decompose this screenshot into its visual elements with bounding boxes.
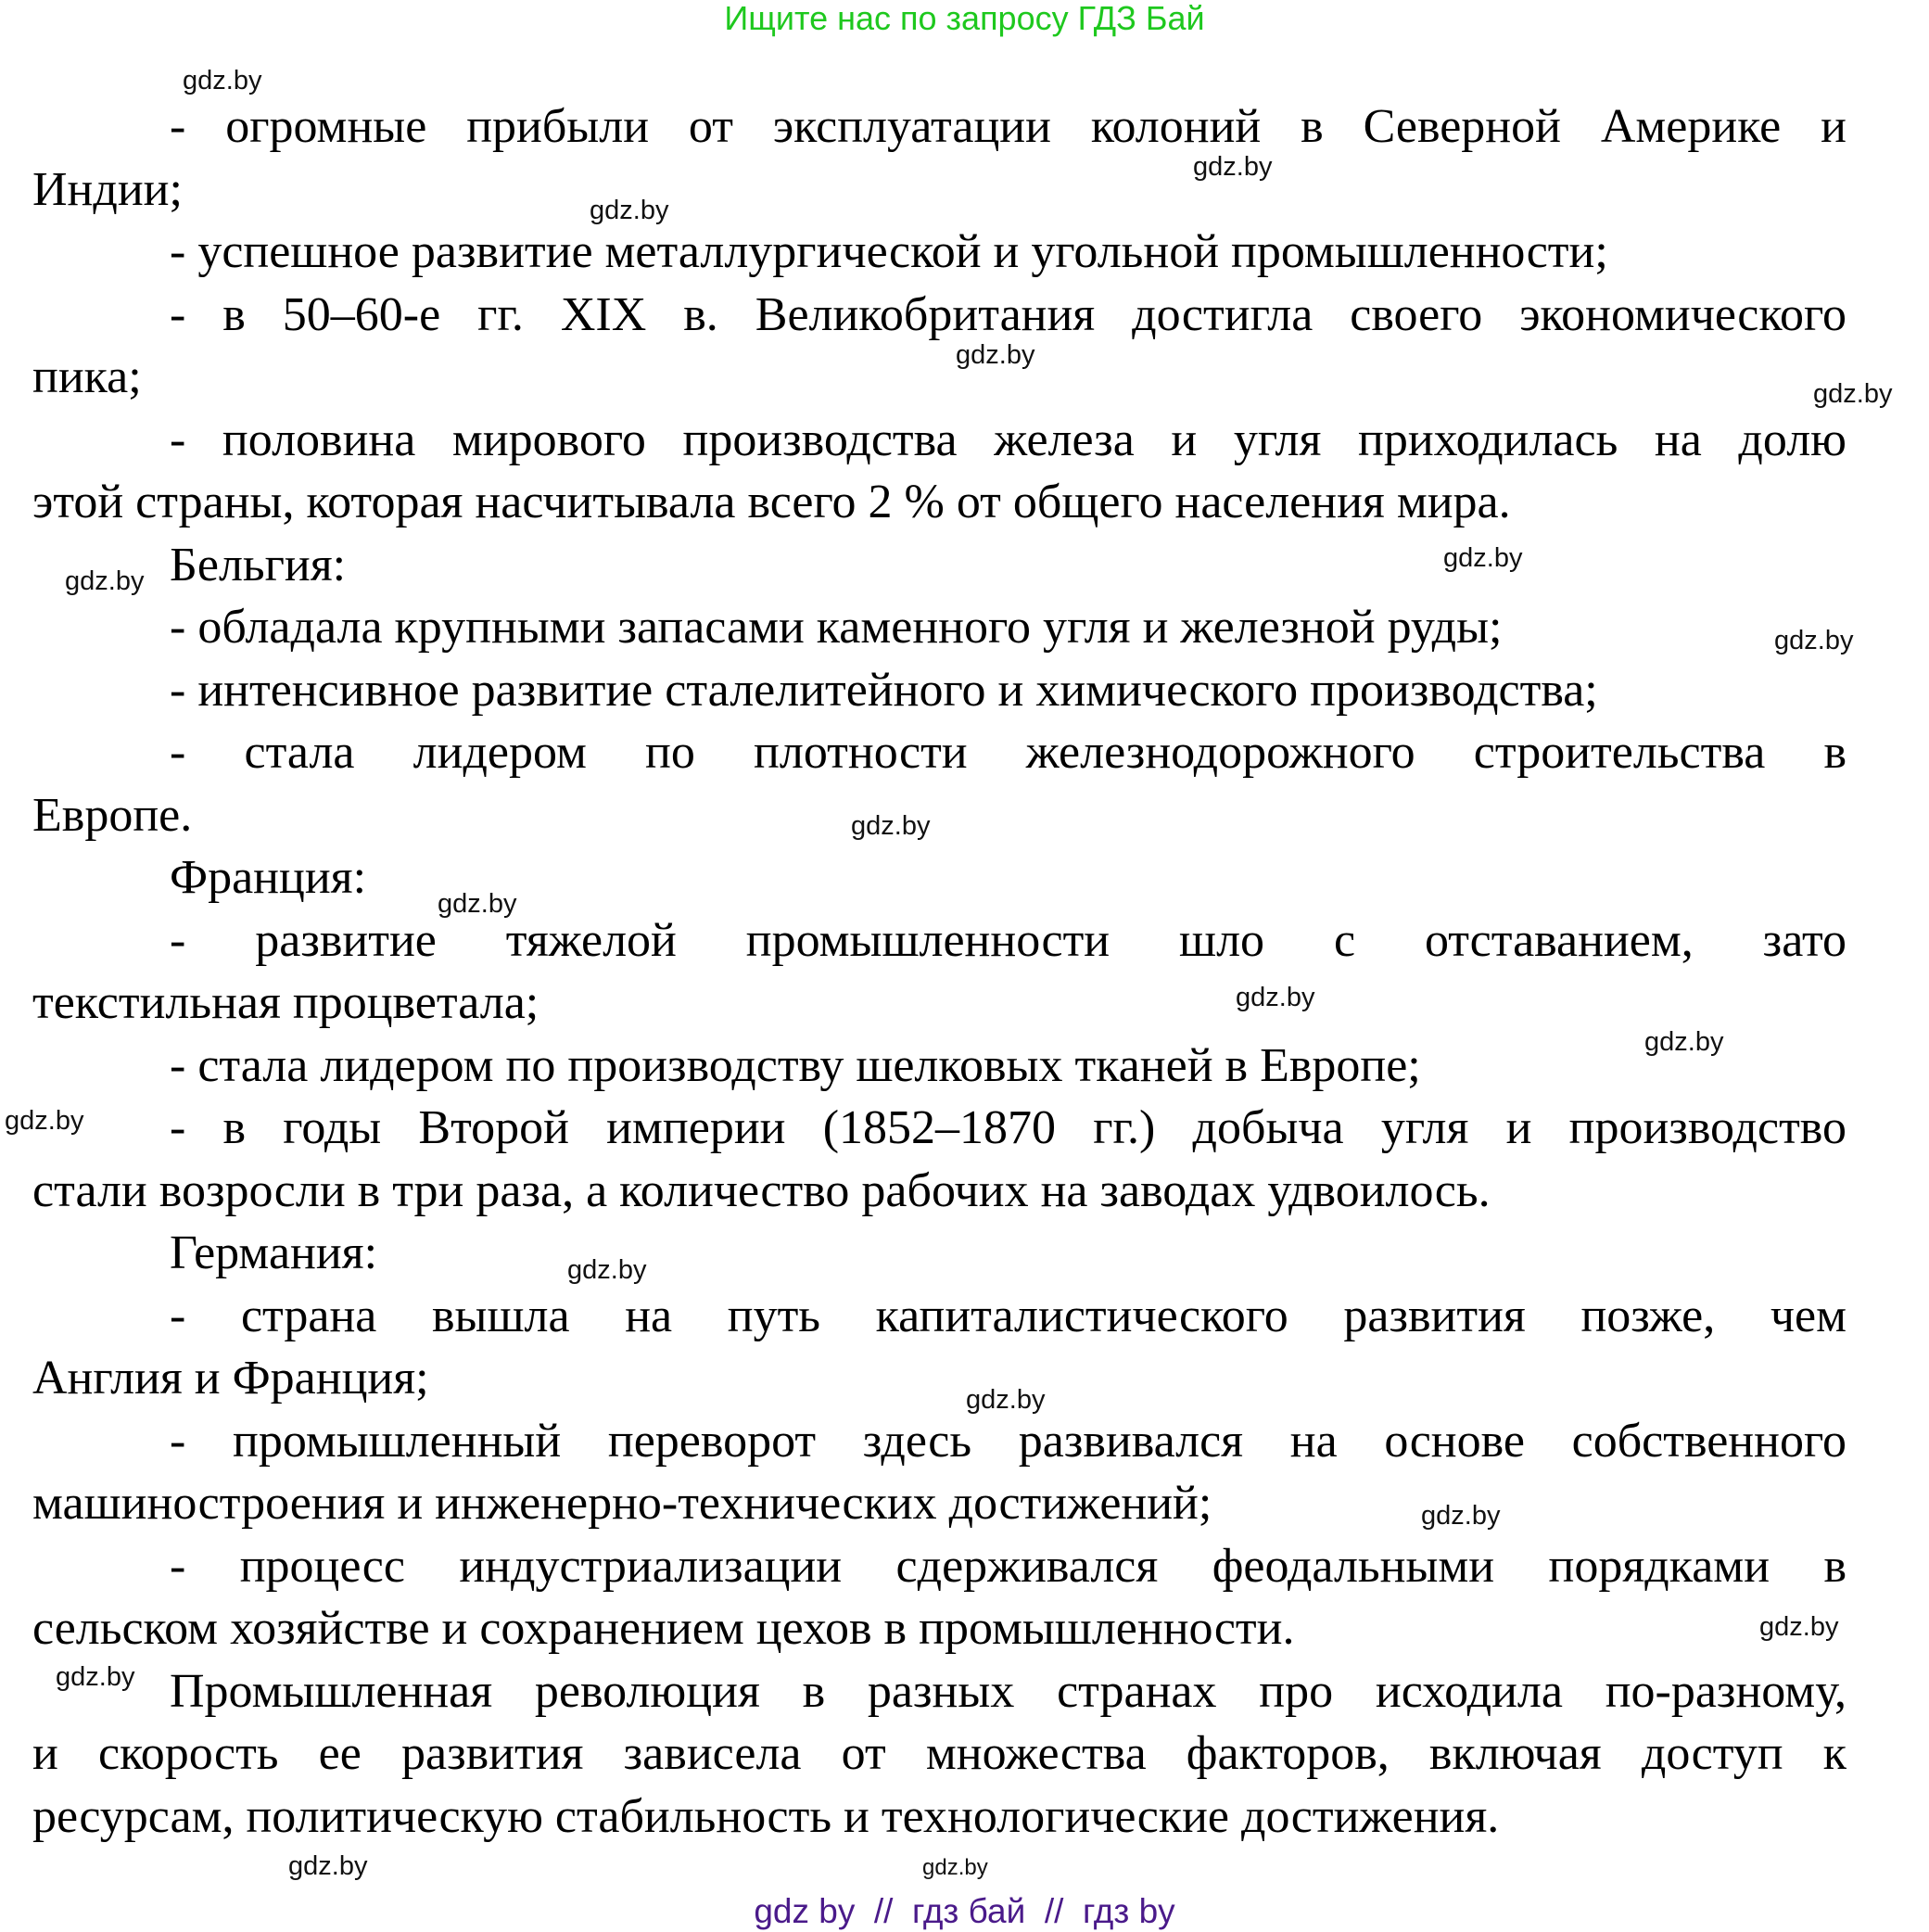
- watermark: gdz.by: [1236, 983, 1315, 1012]
- watermark: gdz.by: [56, 1662, 135, 1692]
- text-line: - в 50–60-е гг. XIX в. Великобритания достигла своего экономического: [170, 287, 1847, 341]
- watermark: gdz.by: [590, 196, 669, 225]
- text-line: стали возросли в три раза, а количество рабочих на заводах удвоилось.: [32, 1163, 1491, 1217]
- watermark: gdz.by: [1813, 379, 1893, 409]
- text-line: - страна вышла на путь капиталистического развития позже, чем: [170, 1289, 1847, 1342]
- text-line: Бельгия:: [170, 538, 347, 591]
- text-line: - стала лидером по плотности железнодорожного строительства в: [170, 726, 1847, 779]
- text-line: - в годы Второй империи (1852–1870 гг.) добыча угля и производство: [170, 1101, 1847, 1154]
- text-line: Англия и Франция;: [32, 1352, 429, 1405]
- text-line: - половина мирового производства железа и угля приходилась на долю: [170, 413, 1847, 466]
- footer-links: gdz by // гдз бай // гдз by: [754, 1892, 1175, 1930]
- text-line: Франция:: [170, 851, 367, 904]
- watermark: gdz.by: [1421, 1501, 1501, 1531]
- watermark: gdz.by: [956, 340, 1035, 370]
- text-line: - процесс индустриализации сдерживался феодальными порядками в: [170, 1539, 1847, 1593]
- watermark: gdz.by: [966, 1385, 1046, 1415]
- text-line: пика;: [32, 350, 142, 403]
- watermark: gdz.by: [5, 1106, 84, 1136]
- watermark: gdz.by: [288, 1851, 368, 1881]
- text-line: этой страны, которая насчитывала всего 2 % от общего населения мира.: [32, 476, 1511, 528]
- watermark: gdz.by: [1193, 152, 1273, 182]
- text-line: и скорость ее развития зависела от множества факторов, включая доступ к: [32, 1727, 1847, 1780]
- watermark: gdz.by: [1774, 626, 1854, 655]
- text-line: машиностроения и инженерно-технических достижений;: [32, 1477, 1212, 1530]
- text-line: - промышленный переворот здесь развивался на основе собственного: [170, 1414, 1847, 1468]
- text-line: - стала лидером по производству шелковых тканей в Европе;: [170, 1038, 1421, 1092]
- text-line: сельском хозяйстве и сохранением цехов в промышленности.: [32, 1602, 1295, 1655]
- text-line: - интенсивное развитие сталелитейного и химического производства;: [170, 663, 1598, 717]
- document-body: [32, 95, 1847, 1848]
- watermark: gdz.by: [438, 889, 517, 919]
- text-line: Промышленная революция в разных странах про исходила по-разному,: [170, 1664, 1847, 1718]
- text-line: - успешное развитие металлургической и угольной промышленности;: [170, 225, 1608, 278]
- watermark: gdz.by: [851, 811, 931, 841]
- watermark: gdz.by: [1644, 1027, 1724, 1057]
- text-line: - огромные прибыли от эксплуатации колоний в Северной Америке и: [170, 100, 1847, 153]
- watermark: gdz.by: [1443, 543, 1523, 573]
- text-line: ресурсам, политическую стабильность и технологические достижения.: [32, 1789, 1500, 1843]
- text-line: текстильная процветала;: [32, 976, 539, 1029]
- watermark: gdz.by: [65, 566, 145, 596]
- text-line: Европе.: [32, 788, 193, 842]
- text-line: Германия:: [170, 1227, 378, 1279]
- watermark: gdz.by: [922, 1855, 988, 1880]
- text-line: - обладала крупными запасами каменного угля и железной руды;: [170, 601, 1503, 654]
- search-banner: Ищите нас по запросу ГДЗ Бай: [724, 0, 1205, 37]
- text-line: - развитие тяжелой промышленности шло с отставанием, зато: [170, 913, 1847, 967]
- text-line: Индии;: [32, 162, 183, 216]
- watermark: gdz.by: [567, 1255, 647, 1285]
- watermark: gdz.by: [1759, 1612, 1839, 1642]
- watermark: gdz.by: [183, 66, 262, 95]
